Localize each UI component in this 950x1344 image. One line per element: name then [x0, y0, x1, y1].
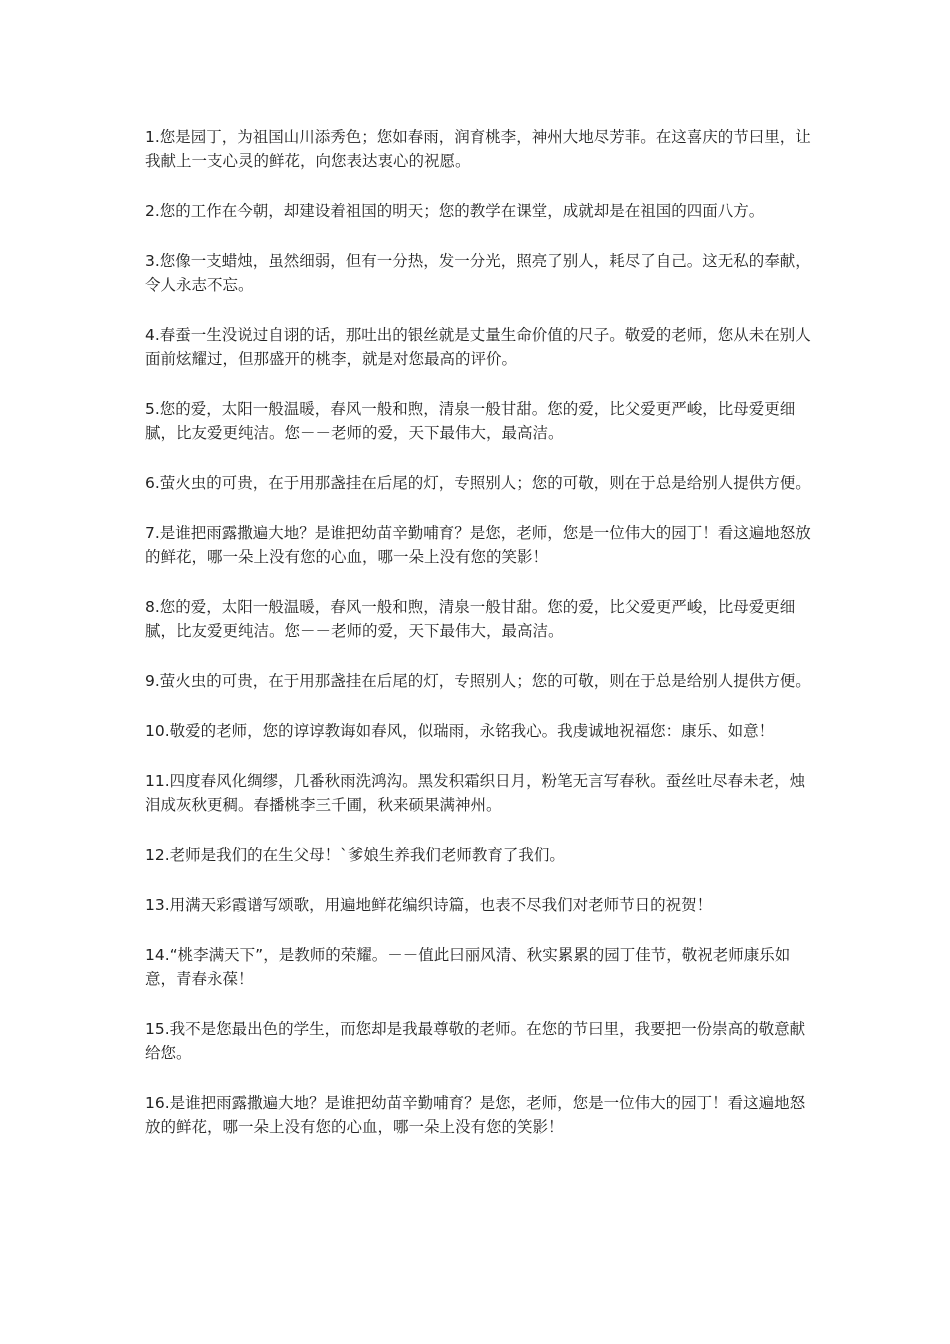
paragraph-2: 2.您的工作在今朝，却建设着祖国的明天；您的教学在课堂，成就却是在祖国的四面八方。	[145, 202, 765, 220]
paragraph-16: 16.是谁把雨露撒遍大地？是谁把幼苗辛勤哺育？是您，老师，您是一位伟大的园丁！看这遍地怒放的鲜花，哪一朵上没有您的心血，哪一朵上没有您的笑影！	[145, 1094, 806, 1136]
paragraph-1: 1.您是园丁，为祖国山川添秀色；您如春雨，润育桃李，神州大地尽芳菲。在这喜庆的节曰里，让我献上一支心灵的鲜花，向您表达衷心的祝愿。	[145, 128, 811, 170]
paragraph-11: 11.四度春风化绸缪，几番秋雨洗鸿沟。黑发积霜织日月，粉笔无言写春秋。蚕丝吐尽春未老，烛泪成灰秋更稠。春播桃李三千圃，秋来硕果满神州。	[145, 772, 806, 814]
paragraph-8: 8.您的爱，太阳一般温暖，春风一般和煦，清泉一般甘甜。您的爱，比父爱更严峻，比母爱更细腻，比友爱更纯洁。您－－老师的爱，天下最伟大，最高洁。	[145, 598, 796, 640]
paragraph-4: 4.春蚕一生没说过自诩的话，那吐出的银丝就是丈量生命价值的尺子。敬爱的老师，您从未在别人面前炫耀过，但那盛开的桃李，就是对您最高的评价。	[145, 326, 811, 368]
paragraph-13: 13.用满天彩霞谱写颂歌，用遍地鲜花编织诗篇，也表不尽我们对老师节日的祝贺！	[145, 896, 713, 914]
paragraph-9: 9.萤火虫的可贵，在于用那盏挂在后尾的灯，专照别人；您的可敬，则在于总是给别人提供方便。	[145, 672, 811, 690]
paragraph-3: 3.您像一支蜡烛，虽然细弱，但有一分热，发一分光，照亮了别人，耗尽了自己。这无私的奉献，令人永志不忘。	[145, 252, 811, 294]
paragraph-14: 14.“桃李满天下”，是教师的荣耀。－－值此曰丽风清、秋实累累的园丁佳节，敬祝老师康乐如意，青春永葆！	[145, 946, 791, 988]
paragraph-7: 7.是谁把雨露撒遍大地？是谁把幼苗辛勤哺育？是您，老师，您是一位伟大的园丁！看这遍地怒放的鲜花，哪一朵上没有您的心血，哪一朵上没有您的笑影！	[145, 524, 811, 566]
paragraph-10: 10.敬爱的老师，您的谆谆教诲如春风，似瑞雨，永铭我心。我虔诚地祝福您：康乐、如意！	[145, 722, 775, 740]
paragraph-12: 12.老师是我们的在生父母！`爹娘生养我们老师教育了我们。	[145, 846, 565, 864]
paragraph-6: 6.萤火虫的可贵，在于用那盏挂在后尾的灯，专照别人；您的可敬，则在于总是给别人提供方便。	[145, 474, 811, 492]
paragraph-5: 5.您的爱，太阳一般温暖，春风一般和煦，清泉一般甘甜。您的爱，比父爱更严峻，比母爱更细腻，比友爱更纯洁。您－－老师的爱，天下最伟大，最高洁。	[145, 400, 796, 442]
paragraph-15: 15.我不是您最出色的学生，而您却是我最尊敬的老师。在您的节曰里，我要把一份崇高的敬意献给您。	[145, 1020, 806, 1062]
document-body	[145, 125, 815, 1165]
